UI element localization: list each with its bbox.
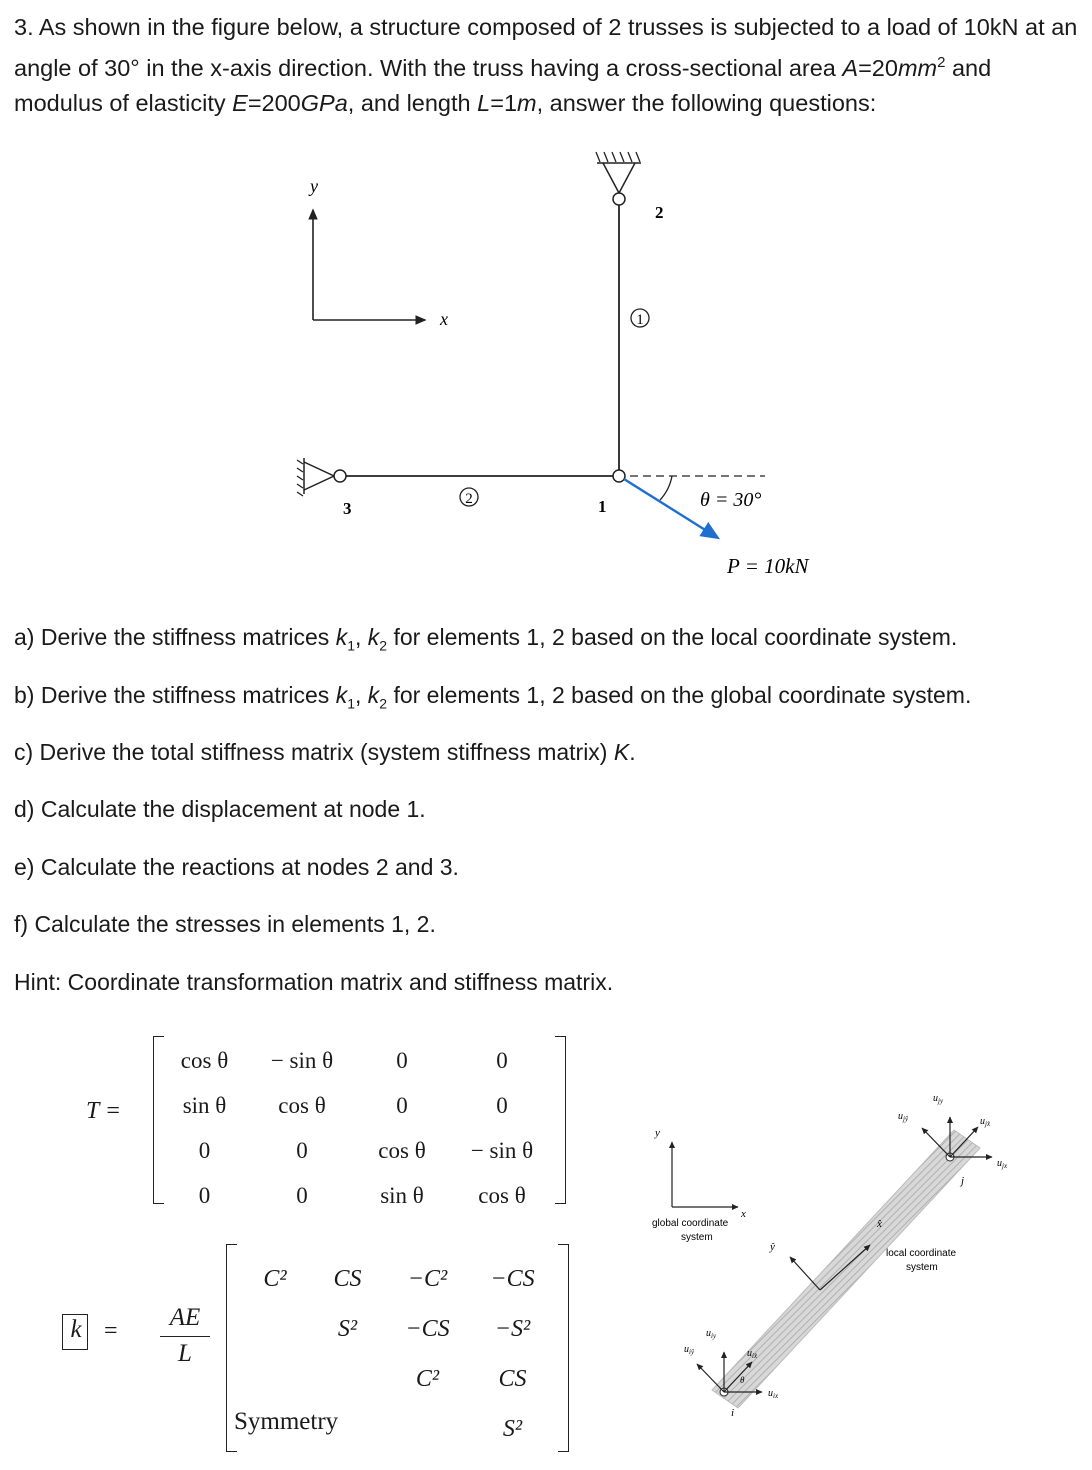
u-iy-label: $u_{iy}$: [706, 1328, 717, 1340]
u-iy-hat-label: $u_{iŷ}$: [684, 1344, 695, 1356]
x-axis-label: x: [440, 309, 448, 329]
t-matrix-body: [162, 1038, 557, 1218]
u-jx-label: $u_{jx}$: [997, 1158, 1008, 1170]
stiffness-matrix: [0, 1240, 600, 1455]
node-1-pin: [613, 470, 625, 482]
problem-statement: 3. As shown in the figure below, a structure composed of 2 trusses is subjected to a load of 10kN at an angle of 30° in the x-axis direction. With the truss having a cross-sectional area $A=20mm^2$ and modulus of elasticity E=200GPa, and length L=1m, answer the following questions:: [14, 14, 1078, 116]
local-label-1: local coordinate: [886, 1248, 957, 1259]
element-2-label: 2: [465, 491, 473, 507]
k-row: S² −CS −S²: [337, 1315, 531, 1342]
global-label-2: system: [681, 1232, 713, 1243]
node-3-label: 3: [343, 499, 352, 518]
t-row: 0 0 cos θ − sin θ: [198, 1137, 534, 1163]
node-i-label: i: [731, 1407, 735, 1419]
k-row: C² CS −C² −CS: [263, 1265, 535, 1292]
t-row: sin θ cos θ 0 0: [182, 1092, 508, 1118]
k-equals: =: [104, 1318, 118, 1344]
hint: Hint: Coordinate transformation matrix and stiffness matrix.: [14, 969, 614, 995]
k-row: S²: [502, 1415, 523, 1442]
k-denominator: L: [178, 1340, 192, 1367]
inset-x-label: x: [741, 1208, 746, 1220]
question-f: f) Calculate the stresses in elements 1, 2.: [14, 911, 436, 937]
local-y-axis: [790, 1257, 820, 1290]
k-numerator: AE: [169, 1304, 201, 1331]
node-j-label: j: [961, 1175, 965, 1187]
u-jy-label: $u_{jy}$: [933, 1093, 944, 1105]
question-d: d) Calculate the displacement at node 1.: [14, 796, 426, 822]
u-iy-hat-arrow: [697, 1364, 724, 1392]
load-label: P = 10kN: [727, 554, 809, 578]
question-b: b) Derive the stiffness matrices $k_1$, $k_2$ for elements 1, 2 based on the global coordinate system.: [14, 682, 972, 712]
angle-label: θ = 30°: [700, 489, 762, 511]
u-jx-hat-label: $u_{jx̂}$: [980, 1116, 991, 1128]
k-fraction-bar: [160, 1336, 210, 1337]
inset-y-label: y: [655, 1127, 660, 1139]
t-matrix-label: T =: [86, 1098, 122, 1124]
node-2-label: 2: [655, 203, 664, 222]
node-1-label: 1: [598, 497, 607, 516]
element-1-label: 1: [636, 312, 644, 328]
u-ix-label: $u_{ix}$: [768, 1388, 779, 1400]
question-a: a) Derive the stiffness matrices $k_1$, $k_2$ for elements 1, 2 based on the local coordinate system.: [14, 624, 958, 654]
pin-support-node-2: [596, 152, 641, 205]
local-x-label: x̂: [877, 1218, 882, 1230]
angle-arc: [660, 476, 672, 500]
local-label-2: system: [906, 1262, 938, 1273]
t-row: 0 0 sin θ cos θ: [198, 1182, 526, 1208]
symmetry-label: Symmetry: [234, 1408, 339, 1435]
y-axis-label: y: [310, 176, 318, 196]
k-row: C² CS: [415, 1365, 527, 1392]
transformation-matrix: [0, 1030, 600, 1210]
pin-support-node-3: [297, 458, 346, 496]
u-ix-hat-label: $u_{ix̂}$: [747, 1348, 758, 1360]
question-e: e) Calculate the reactions at nodes 2 and 3.: [14, 854, 459, 880]
u-jy-hat-label: $u_{jŷ}$: [898, 1111, 909, 1123]
k-lhs-symbol: k: [70, 1316, 82, 1343]
question-c: c) Derive the total stiffness matrix (system stiffness matrix) K.: [14, 739, 636, 765]
coordinate-inset-figure: [640, 1080, 1040, 1420]
global-label-1: global coordinate: [652, 1218, 729, 1229]
inset-truss-bar: [712, 1130, 980, 1408]
local-y-label: ŷ: [770, 1241, 775, 1253]
t-row: cos θ − sin θ 0 0: [180, 1047, 508, 1073]
truss-figure: [0, 140, 1092, 600]
inset-theta-i: θ: [740, 1375, 745, 1385]
